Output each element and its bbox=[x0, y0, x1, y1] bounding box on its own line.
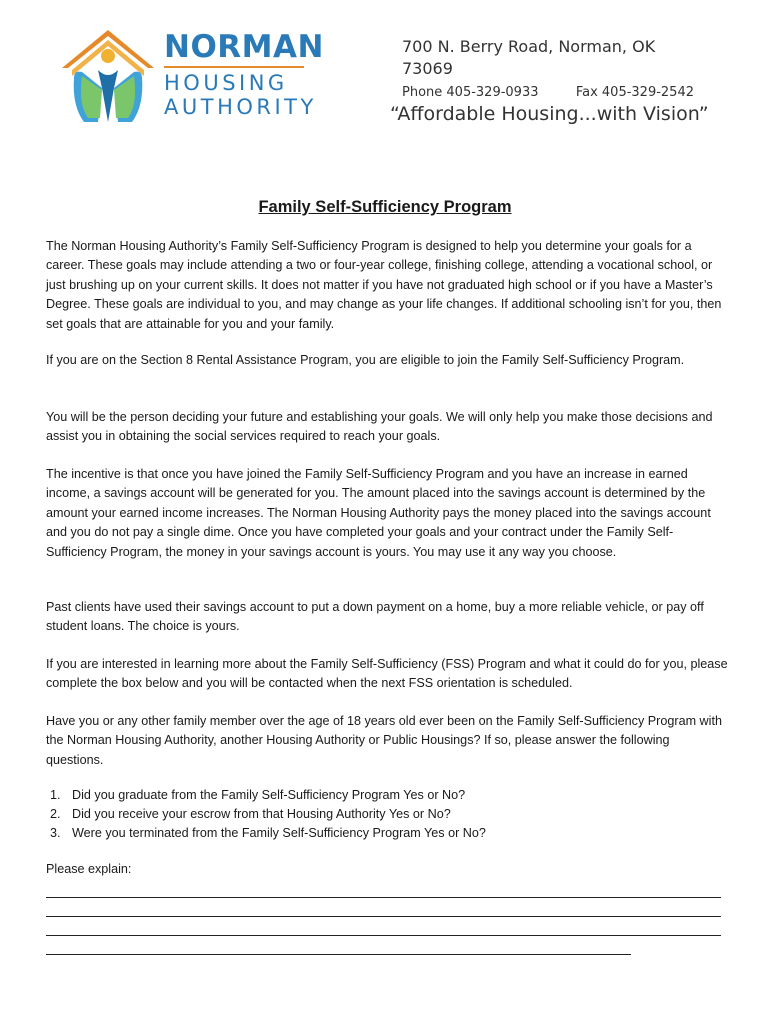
explain-label: Please explain: bbox=[46, 862, 132, 876]
phone-fax-row bbox=[402, 83, 694, 103]
question-text: Did you receive your escrow from that Housing Authority Yes or No? bbox=[72, 807, 451, 821]
org-name-line2: HOUSING bbox=[164, 71, 288, 95]
phone-number: Phone 405-329-0933 bbox=[402, 85, 539, 100]
list-item bbox=[46, 805, 728, 824]
paragraph-prior-participation: Have you or any other family member over the age of 18 years old ever been on the Family Self-Sufficiency Program with the Norman Housing Authority, another Housing Authority or Public Housings? If so, please answer the following questions. bbox=[46, 714, 722, 767]
list-item bbox=[46, 786, 728, 805]
address: 700 N. Berry Road, Norman, OK 73069 bbox=[402, 37, 656, 78]
question-text: Were you terminated from the Family Self-Sufficiency Program Yes or No? bbox=[72, 826, 486, 840]
org-name-line3: AUTHORITY bbox=[164, 95, 317, 119]
questions-list bbox=[46, 786, 728, 843]
question-text: Did you graduate from the Family Self-Sufficiency Program Yes or No? bbox=[72, 788, 466, 802]
org-name-line1: NORMAN bbox=[164, 29, 324, 65]
list-item bbox=[46, 824, 728, 843]
document-title: Family Self-Sufficiency Program bbox=[258, 198, 512, 216]
answer-line[interactable] bbox=[46, 897, 721, 898]
question-number: 1. bbox=[50, 788, 61, 802]
question-number: 3. bbox=[50, 826, 61, 840]
answer-line[interactable] bbox=[46, 916, 721, 917]
fax-number: Fax 405-329-2542 bbox=[575, 85, 694, 100]
answer-line[interactable] bbox=[46, 935, 721, 936]
paragraph-intro: The Norman Housing Authority’s Family Self-Sufficiency Program is designed to help you determine your goals for a career. These goals may include attending a two or four-year college, finishing college, attending a vocational school, or just brushing up on your current skills. It does not matter if you have not graduated high school or if you have a Master’s Degree. These goals are individual to you, and may change as your life changes. If additional schooling isn’t for you, then set goals that are attainable for you and your family. bbox=[46, 239, 722, 331]
org-name-divider bbox=[164, 66, 304, 68]
paragraph-incentive: The incentive is that once you have joined the Family Self-Sufficiency Program and you have an increase in earned income, a savings account will be generated for you. The amount placed into the savings account is determined by the amount your earned income increases. The Norman Housing Authority pays the money placed into the savings account and you do not pay a single dime. Once you have completed your goals and your contract under the Family Self-Sufficiency Program, the money in your savings account is yours. You may use it any way you choose. bbox=[46, 467, 711, 559]
house-figure-logo-icon bbox=[58, 26, 158, 126]
paragraph-past-clients: Past clients have used their savings account to put a down payment on a home, buy a more reliable vehicle, or pay off student loans. The choice is yours. bbox=[46, 600, 704, 634]
paragraph-interest: If you are interested in learning more about the Family Self-Sufficiency (FSS) Program and what it could do for you, please complete the box below and you will be contacted when the next FSS orientation is scheduled. bbox=[46, 657, 728, 691]
answer-line[interactable] bbox=[46, 954, 631, 955]
paragraph-eligibility: If you are on the Section 8 Rental Assistance Program, you are eligible to join the Family Self-Sufficiency Program. bbox=[46, 353, 685, 367]
motto: “Affordable Housing...with Vision” bbox=[390, 103, 709, 125]
question-number: 2. bbox=[50, 807, 61, 821]
paragraph-goals: You will be the person deciding your future and establishing your goals. We will only help you make those decisions and assist you in obtaining the social services required to reach your goals. bbox=[46, 410, 713, 444]
contact-info bbox=[402, 36, 702, 103]
organization-name bbox=[164, 30, 324, 119]
